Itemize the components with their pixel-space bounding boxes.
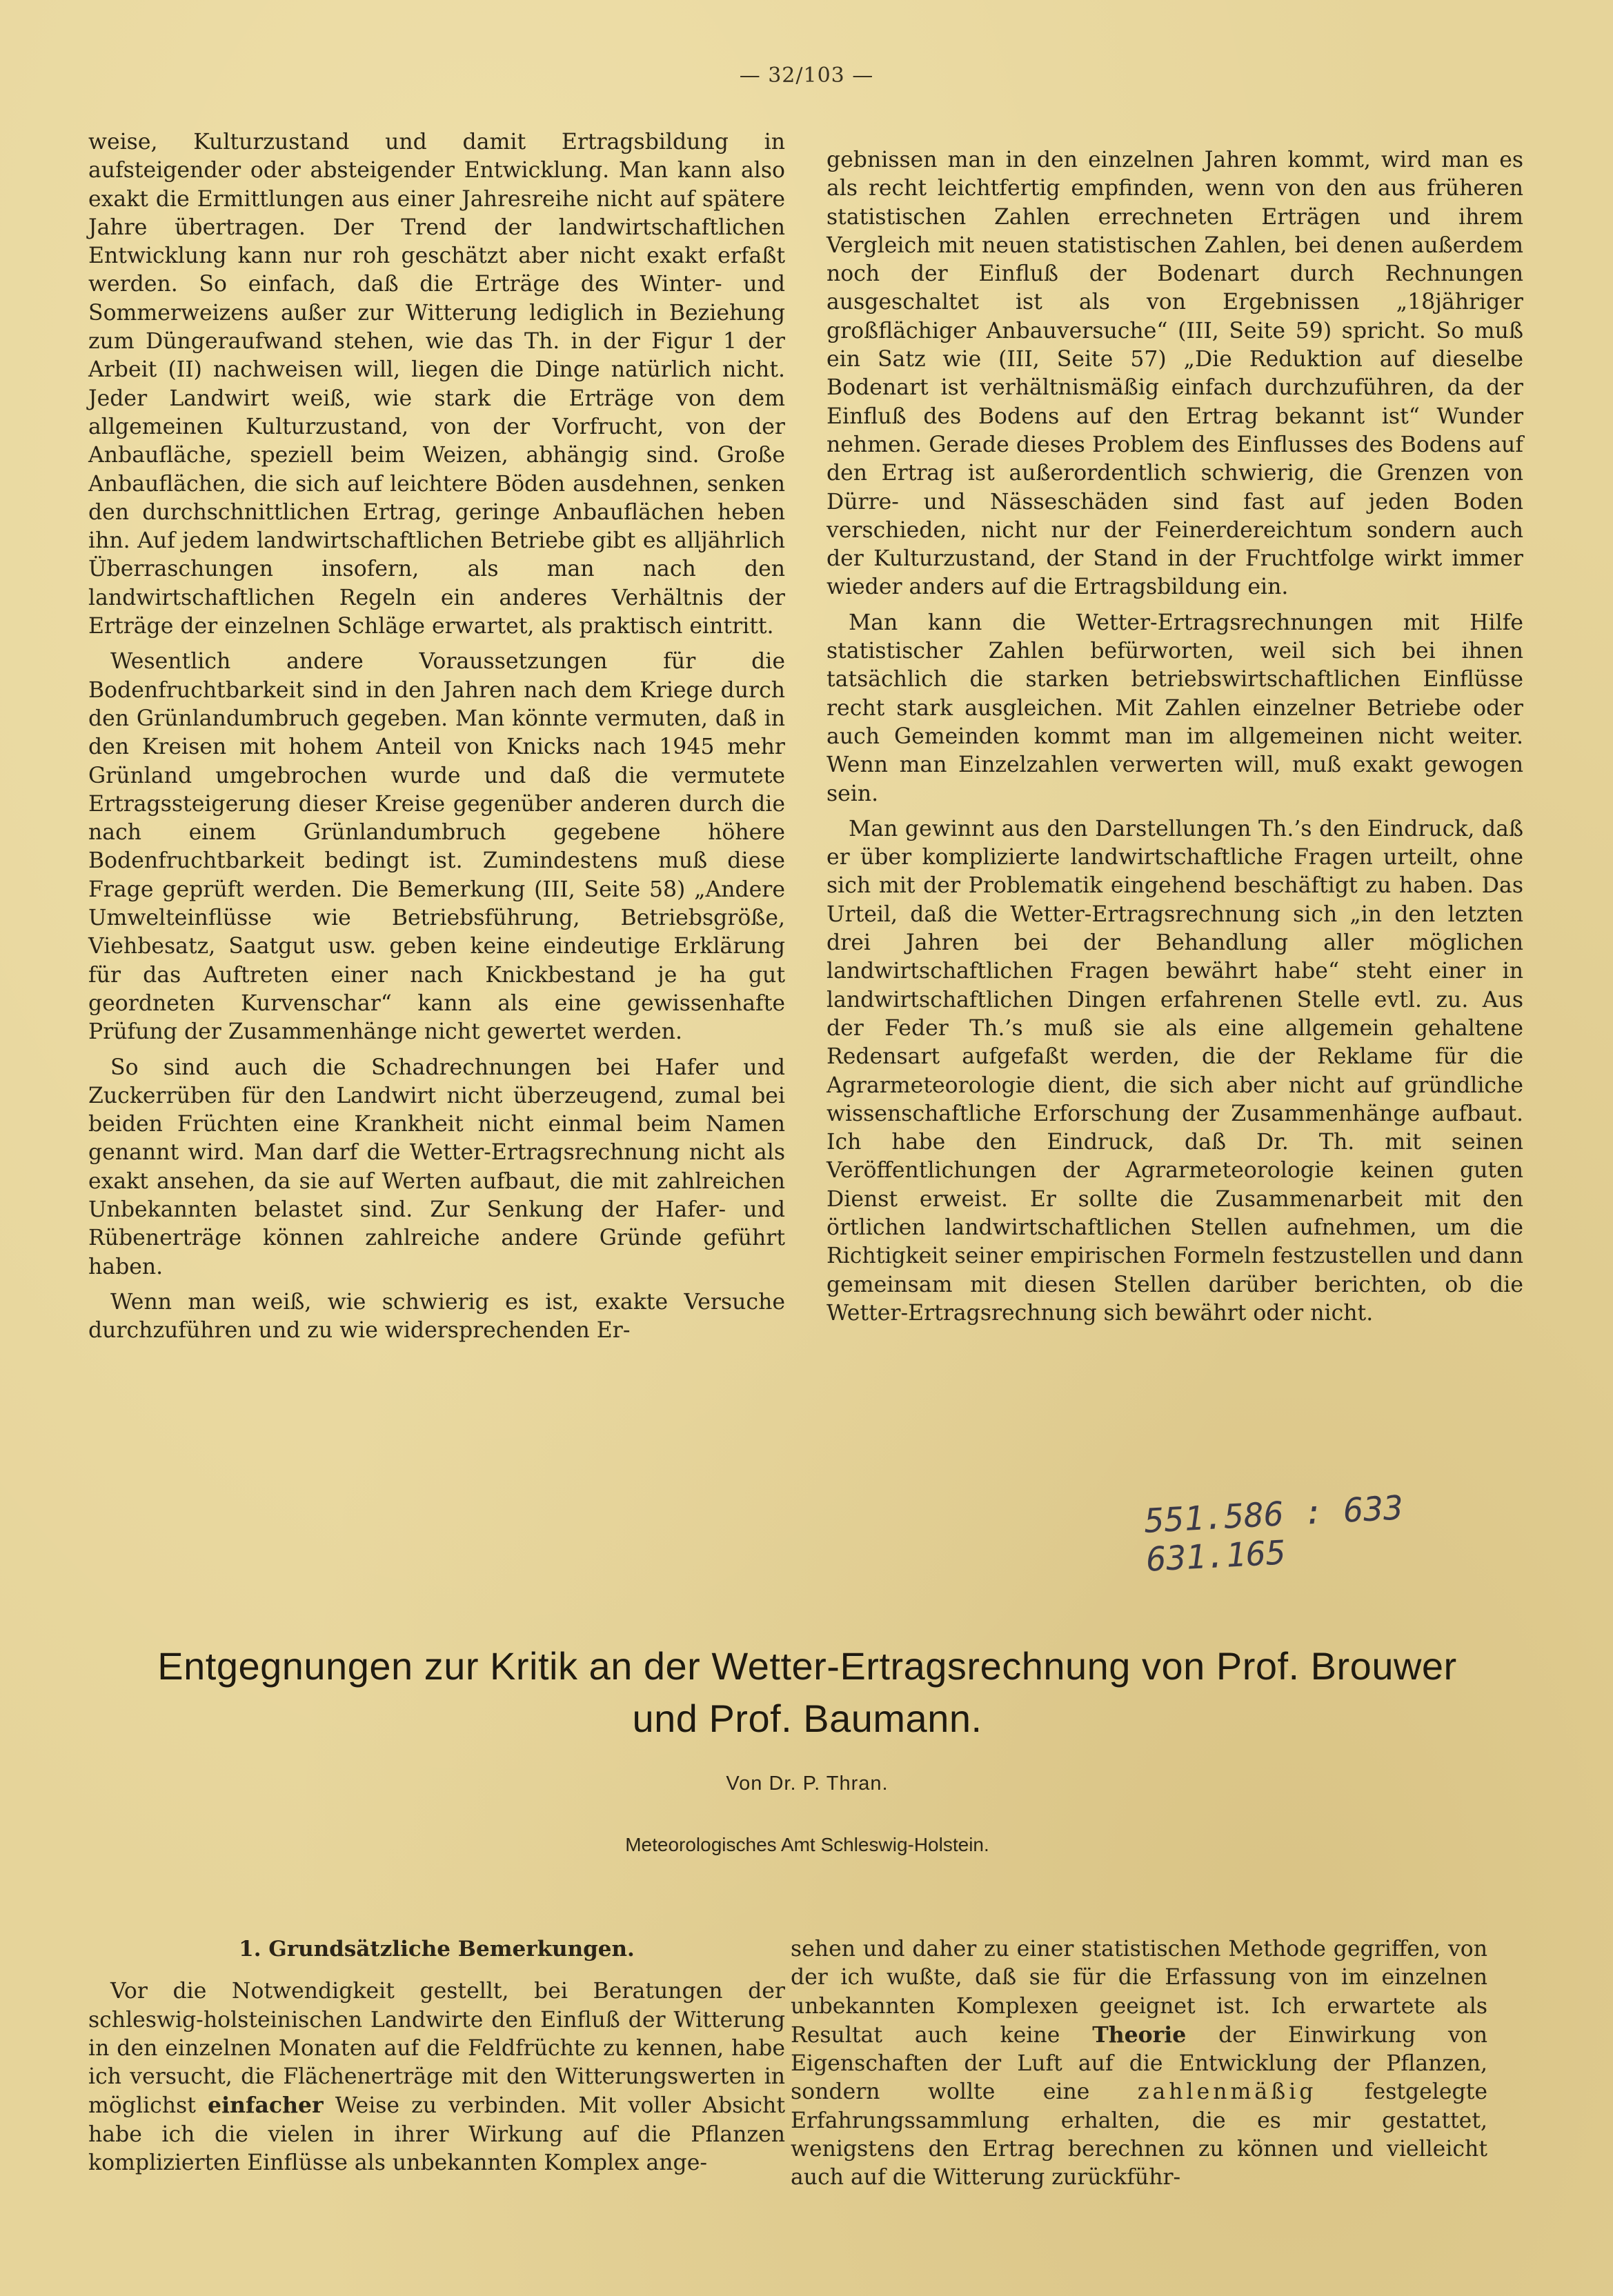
affiliation: Meteorologisches Amt Schleswig-Holstein. bbox=[625, 1834, 989, 1855]
section-heading: 1. Grundsätzliche Bemerkungen. bbox=[239, 1937, 635, 1961]
page-number: — 32/103 — bbox=[739, 63, 874, 88]
paragraph-text: sehen und daher zu einer statistischen Methode gegriffen, von der ich wußte, daß sie für die Erfassung von im einzelnen unbekannten Komplexen geeignet ist. Ich erwartete als Resultat auch keine bbox=[791, 1937, 1487, 2048]
spaced-word: zahlenmäßig bbox=[1137, 2079, 1317, 2105]
bold-word: Theorie bbox=[1092, 2022, 1187, 2048]
paragraph-text: Weise zu verbinden. Mit voller Absicht habe ich die vielen in ihrer Wirkung auf die Pflanzen komplizierten Einflüsse als unbekannten Komplex ange- bbox=[88, 2093, 785, 2176]
paragraph bbox=[88, 1977, 785, 2177]
article-title bbox=[90, 1640, 1525, 1745]
classification-line: 551.586 : 633 bbox=[1143, 1488, 1405, 1541]
bold-word: einfacher bbox=[208, 2093, 324, 2119]
classification-line: 631.165 bbox=[1145, 1533, 1287, 1579]
handwritten-classification-number bbox=[1143, 1488, 1406, 1579]
paragraph-text: der Einwirkung von Eigenschaften der Luft auf die Entwicklung der Pflanzen, sondern wollte eine bbox=[791, 2022, 1487, 2105]
paragraph: Wenn man weiß, wie schwierig es ist, exakte Versuche durchzuführen und zu wie widersprechenden Er- bbox=[88, 1289, 785, 1344]
paragraph bbox=[791, 1935, 1487, 2193]
article-header bbox=[90, 1640, 1525, 1856]
paragraph: Man gewinnt aus den Darstellungen Th.’s den Eindruck, daß er über komplizierte landwirtschaftliche Fragen urteilt, ohne sich mit der Problematik eingehend beschäftigt zu haben. Das Urteil, daß die Wetter-Ertragsrechnung sich „in den letzten drei Jahren bei der Behandlung aller möglichen landwirtschaftlichen Fragen bewährt habe“ steht einer in landwirtschaftlichen Dingen erfahrenen Stelle evtl. zu. Aus der Feder Th.’s muß sie als eine allgemein gehaltene Redensart aufgefaßt werden, die der Reklame für die Agrarmeteorologie dient, die sich aber nicht auf gründliche wissenschaftliche Erforschung der Zusammenhänge aufbaut. Ich habe den Eindruck, daß Dr. Th. mit seinen Veröffentlichungen der Agrarmeteorologie keinen guten Dienst erweist. Er sollte die Zusammenarbeit mit den örtlichen landwirtschaftlichen Stellen aufnehmen, um die Richtigkeit seiner empirischen Formeln festzustellen und dann gemeinsam mit diesen Stellen darüber berichten, ob die Wetter-Ertragsrechnung sich bewährt oder nicht. bbox=[827, 816, 1523, 1326]
paragraph: weise, Kulturzustand und damit Ertragsbildung in aufsteigender oder absteigender Entwicklung. Man kann also exakt die Ermittlungen aus einer Jahresreihe nicht auf spätere Jahre übertragen. Der Trend der landwirtschaftlichen Entwicklung kann nur roh geschätzt aber nicht exakt erfaßt werden. So einfach, daß die Erträge des Winter- und Sommerweizens außer zur Witterung lediglich in Beziehung zum Düngeraufwand stehen, wie das Th. in der Figur 1 der Arbeit (II) nachweisen will, liegen die Dinge natürlich nicht. Jeder Landwirt weiß, wie stark die Erträge von dem allgemeinen Kulturzustand, von der Vorfrucht, von der Anbaufläche, speziell beim Weizen, abhängig sind. Große Anbauflächen, die sich auf leichtere Böden ausdehnen, senken den durchschnittlichen Ertrag, geringe Anbauflächen heben ihn. Auf jedem landwirtschaftlichen Betriebe gibt es alljährlich Überraschungen insofern, als man nach den landwirtschaftlichen Regeln ein anderes Verhältnis der Erträge der einzelnen Schläge erwartet, als praktisch eintritt. bbox=[88, 130, 785, 639]
title-line: und Prof. Baumann. bbox=[632, 1697, 982, 1740]
paragraph-text: festgelegte Erfahrungssammlung erhalten, die es mir gestattet, wenigstens den Ertrag berechnen zu können und vielleicht auch auf die Witterung zurückführ- bbox=[791, 2079, 1487, 2190]
author: Von Dr. P. Thran. bbox=[726, 1773, 889, 1795]
right-column-upper bbox=[827, 146, 1523, 1335]
paragraph: gebnissen man in den einzelnen Jahren kommt, wird man es als recht leichtfertig empfinden, wenn von den aus früheren statistischen Zahlen errechneten Erträgen und ihrem Vergleich mit neuen statistischen Zahlen, bei denen außerdem noch der Einfluß der Bodenart durch Rechnungen ausgeschaltet ist als von Ergebnissen „18jähriger großflächiger Anbauversuche“ (III, Seite 59) spricht. So muß ein Satz wie (III, Seite 57) „Die Reduktion auf dieselbe Bodenart ist verhältnismäßig einfach durchzuführen, da der Einfluß des Bodens auf den Ertrag bekannt ist“ Wunder nehmen. Gerade dieses Problem des Einflusses des Bodens auf den Ertrag ist außerordentlich schwierig, die Grenzen von Dürre- und Nässeschäden sind fast auf jeden Boden verschieden, nicht nur der Feinerdereichtum sondern auch der Kulturzustand, der Stand in der Fruchtfolge wirkt immer wieder anders auf die Ertragsbildung ein. bbox=[827, 148, 1523, 600]
paragraph-text: Vor die Notwendigkeit gestellt, bei Beratungen der schleswig-holsteinischen Landwirte den Einfluß der Witterung in den einzelnen Monaten auf die Feldfrüchte zu kennen, habe ich versucht, die Flächenerträge mit den Witterungswerten in möglichst bbox=[88, 1979, 785, 2119]
right-column-lower bbox=[791, 1935, 1487, 2199]
paragraph: So sind auch die Schadrechnungen bei Hafer und Zuckerrüben für den Landwirt nicht überzeugend, zumal bei beiden Früchten eine Krankheit nicht einmal beim Namen genannt wird. Man darf die Wetter-Ertragsrechnung nicht als exakt ansehen, da sie auf Werten aufbaut, die mit zahlreichen Unbekannten belastet sind. Zur Senkung der Hafer- und Rübenerträge können zahlreiche andere Gründe geführt haben. bbox=[88, 1055, 785, 1279]
paragraph: Man kann die Wetter-Ertragsrechnungen mit Hilfe statistischer Zahlen befürworten, weil sich bei ihnen tatsächlich die starken betriebswirtschaftlichen Einflüsse recht stark ausgleichen. Mit Zahlen einzelner Betriebe oder auch Gemeinden kommt man im allgemeinen nicht weiter. Wenn man Einzelzahlen verwerten will, muß exakt gewogen sein. bbox=[827, 610, 1523, 806]
title-line: Entgegnungen zur Kritik an der Wetter-Ertragsrechnung von Prof. Brouwer bbox=[157, 1644, 1457, 1688]
left-column-upper bbox=[88, 128, 785, 1352]
left-column-lower bbox=[88, 1935, 785, 2184]
paragraph: Wesentlich andere Voraussetzungen für die Bodenfruchtbarkeit sind in den Jahren nach dem Kriege durch den Grünlandumbruch gegeben. Man könnte vermuten, daß in den Kreisen mit hohem Anteil von Knicks nach 1945 mehr Grünland umgebrochen wurde und daß die vermutete Ertragssteigerung dieser Kreise gegenüber anderen durch die nach einem Grünlandumbruch gegebene höhere Bodenfruchtbarkeit bedingt ist. Zumindestens muß diese Frage geprüft werden. Die Bemerkung (III, Seite 58) „Andere Umwelteinflüsse wie Betriebsführung, Betriebsgröße, Viehbesatz, Saatgut usw. geben keine eindeutige Erklärung für das Auftreten einer nach Knickbestand je ha gut geordneten Kurvenschar“ kann als eine gewissenhafte Prüfung der Zusammenhänge nicht gewertet werden. bbox=[88, 649, 785, 1045]
